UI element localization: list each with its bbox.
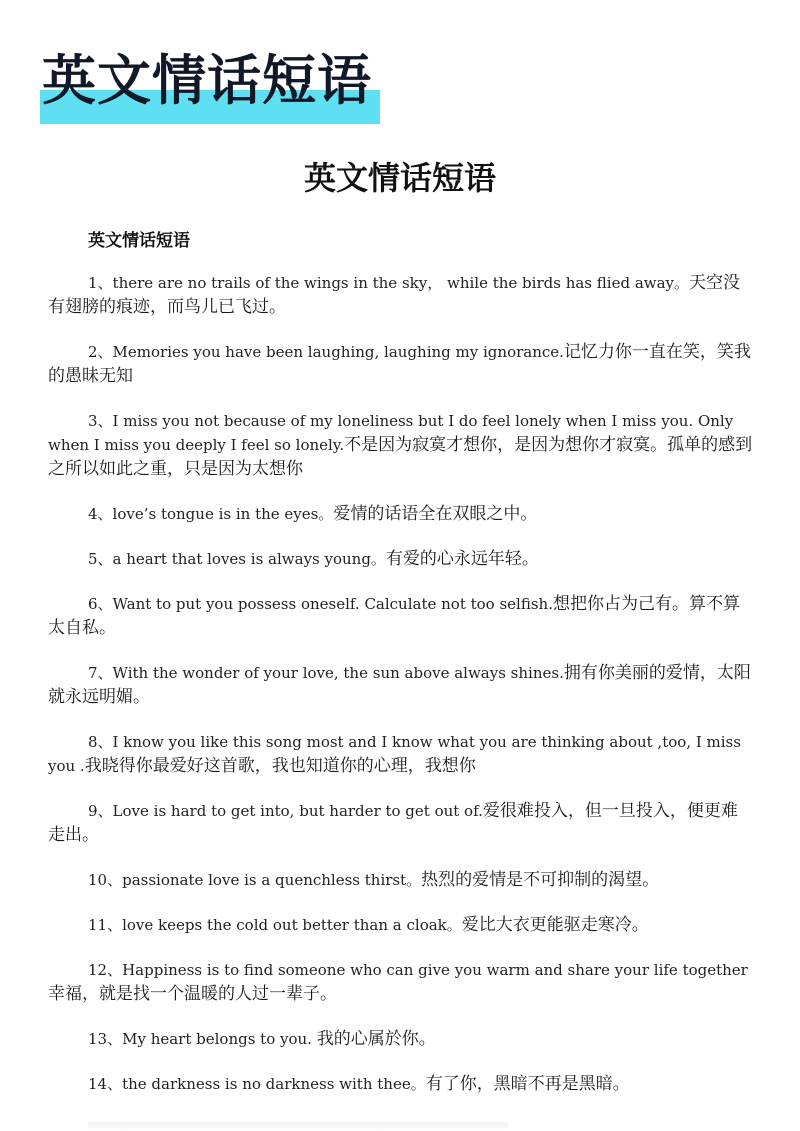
- item-english: I know you like this song most and I know what you are thinking about ,too, I miss you .: [48, 733, 741, 775]
- item-number: 10、: [88, 871, 123, 889]
- item-chinese: 有爱的心永远年轻。: [385, 549, 539, 569]
- document-title: 英文情话短语: [303, 159, 496, 197]
- phrase-list: [48, 271, 754, 1117]
- item-number: 5、: [88, 550, 113, 568]
- item-chinese: 热烈的爱情是不可抑制的渴望。: [421, 870, 660, 890]
- item-english: Want to put you possess oneself. Calculate not too selfish.: [112, 595, 553, 613]
- list-item: [48, 1072, 754, 1096]
- item-chinese: 不是因为寂寞才想你，是因为想你才寂寞。孤单的感到之所以如此之重，只是因为太想你: [48, 435, 753, 479]
- item-chinese: 爱很难投入，但一旦投入，便更难走出。: [48, 801, 738, 845]
- item-number: 7、: [88, 664, 113, 682]
- item-chinese: 爱情的话语全在双眼之中。: [333, 504, 538, 524]
- list-item: [48, 913, 754, 937]
- item-number: 2、: [88, 343, 113, 361]
- list-item: [48, 340, 754, 388]
- list-item: [48, 502, 754, 526]
- item-english: I miss you not because of my loneliness but I do feel lonely when I miss you. Only when I miss you deeply I feel so lonely.: [48, 412, 734, 454]
- item-number: 13、: [88, 1030, 123, 1048]
- cut-off-line: [88, 1122, 508, 1131]
- item-number: 6、: [88, 595, 113, 613]
- item-chinese: 爱比大衣更能驱走寒冷。: [461, 915, 649, 935]
- list-item: [48, 1027, 754, 1051]
- item-english: love’s tongue is in the eyes。: [112, 505, 334, 523]
- item-english: Happiness is to find someone who can give you warm and share your life together: [122, 961, 748, 979]
- list-item: [48, 661, 754, 709]
- item-number: 1、: [88, 274, 113, 292]
- item-chinese: 幸福，就是找一个温暖的人过一辈子。: [48, 984, 337, 1004]
- item-number: 11、: [88, 916, 123, 934]
- section-heading: 英文情话短语: [88, 231, 190, 251]
- list-item: [48, 799, 754, 847]
- item-english: Memories you have been laughing, laughing my ignorance.: [112, 343, 564, 361]
- item-chinese: 天空没有翅膀的痕迹，而鸟儿已飞过。: [48, 273, 741, 317]
- list-item: [48, 409, 754, 481]
- list-item: [48, 592, 754, 640]
- item-number: 4、: [88, 505, 113, 523]
- item-english: a heart that loves is always young。: [112, 550, 386, 568]
- item-chinese: 我晓得你最爱好这首歌，我也知道你的心理，我想你: [84, 756, 476, 776]
- banner: [40, 44, 380, 126]
- item-english: there are no trails of the wings in the sky， while the birds has flied away。: [112, 274, 690, 292]
- item-number: 3、: [88, 412, 113, 430]
- item-number: 14、: [88, 1075, 123, 1093]
- item-english: Love is hard to get into, but harder to get out of.: [112, 802, 483, 820]
- item-chinese: 我的心属於你。: [316, 1029, 436, 1049]
- item-english: love keeps the cold out better than a cloak。: [122, 916, 462, 934]
- item-number: 8、: [88, 733, 113, 751]
- item-english: My heart belongs to you.: [122, 1030, 317, 1048]
- list-item: [48, 730, 754, 778]
- item-chinese: 有了你，黑暗不再是黑暗。: [425, 1074, 630, 1094]
- item-number: 9、: [88, 802, 113, 820]
- item-english: With the wonder of your love, the sun above always shines.: [112, 664, 564, 682]
- item-chinese: 拥有你美丽的爱情，太阳就永远明媚。: [48, 663, 751, 707]
- item-english: the darkness is no darkness with thee。: [122, 1075, 426, 1093]
- item-number: 12、: [88, 961, 123, 979]
- banner-title: 英文情话短语: [42, 49, 372, 112]
- item-english: passionate love is a quenchless thirst。: [122, 871, 422, 889]
- list-item: [48, 271, 754, 319]
- item-chinese: 记忆力你一直在笑，笑我的愚昧无知: [48, 342, 751, 386]
- list-item: [48, 868, 754, 892]
- item-chinese: 想把你占为己有。算不算太自私。: [48, 594, 740, 638]
- list-item: [48, 958, 754, 1006]
- list-item: [48, 547, 754, 571]
